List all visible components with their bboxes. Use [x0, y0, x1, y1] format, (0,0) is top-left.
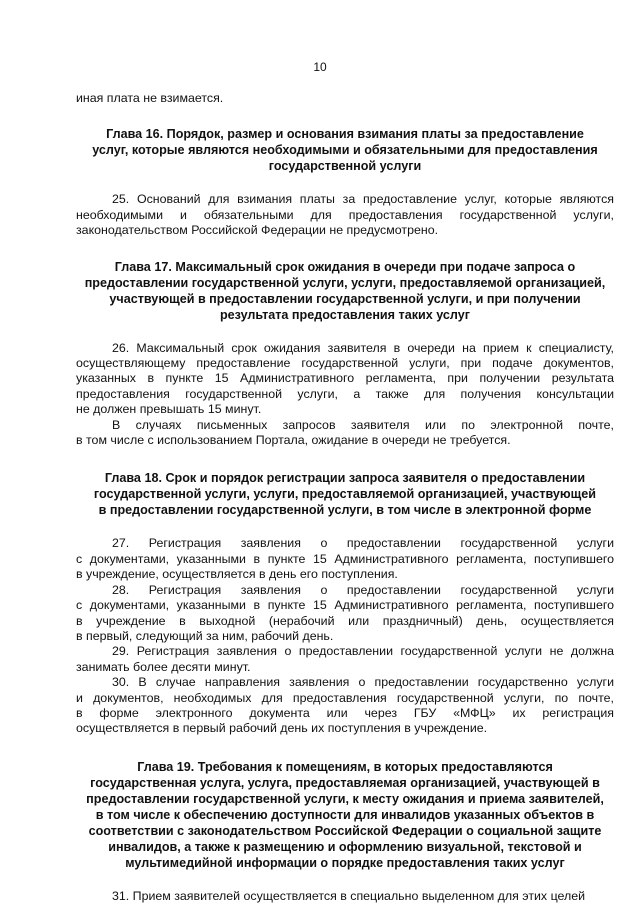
heading-line: государственной услуги — [268, 159, 422, 174]
paragraph-line: осуществляющему предоставление государственной услуги, при подаче документов, — [76, 356, 614, 371]
heading-line: в предоставлении государственной услуги, в том числе в электронной форме — [98, 503, 592, 518]
heading-line: государственной услуги, услуги, предоставляемой организацией, участвующей — [93, 487, 597, 502]
paragraph-line: 29. Регистрация заявления о предоставлении государственной услуги не должна — [112, 644, 614, 659]
paragraph — [76, 536, 614, 582]
heading-line: мультимедийной информации о порядке предоставления таких услуг — [125, 855, 565, 870]
paragraph-line: 31. Прием заявителей осуществляется в специально выделенном для этих целей — [112, 888, 586, 903]
chapter-heading — [76, 759, 614, 871]
paragraph-line: 25. Оснований для взимания платы за предоставление услуг, которые являются — [112, 192, 614, 207]
paragraph-line: 30. В случае направления заявления о предоставлении государственно услуги — [112, 675, 614, 690]
document-body — [76, 91, 614, 904]
paragraph-line: в том числе с использованием Портала, ожидание в очереди не требуется. — [76, 433, 511, 448]
heading-line: предоставлении государственной услуги, услуги, предоставляемой организацией, — [84, 275, 606, 290]
heading-line: Глава 19. Требования к помещениям, в которых предоставляются — [137, 759, 553, 774]
page-number: 10 — [313, 60, 327, 74]
paragraph-line: не должен превышать 15 минут. — [76, 402, 262, 417]
chapter-heading — [76, 126, 614, 174]
chapter-heading — [76, 470, 614, 518]
paragraph-line: необходимыми и обязательными для предоставления государственной услуги, — [76, 207, 614, 222]
paragraph-line: предоставления государственной услуги, а также для получения консультации — [76, 386, 614, 401]
paragraph-line: указанных в пункте 15 Административного регламента, при получении результата — [76, 371, 614, 386]
heading-line: Глава 18. Срок и порядок регистрации запроса заявителя о предоставлении — [104, 471, 586, 486]
heading-line: в том числе к обеспечению доступности для инвалидов указанных объектов в — [95, 807, 595, 822]
paragraph — [76, 889, 614, 904]
paragraph-line: с документами, указанными в пункте 15 Административного регламента, поступившего — [76, 598, 614, 613]
paragraph — [76, 583, 614, 645]
heading-line: соответствии с законодательством Российской Федерации о социальной защите — [88, 823, 602, 838]
paragraph-line: в учреждение в выходной (нерабочий или праздничный) день, осуществляется — [76, 613, 614, 628]
paragraph — [76, 644, 614, 675]
paragraph-line: 28. Регистрация заявления о предоставлении государственной услуги — [112, 582, 614, 597]
paragraph-line: занимать более десяти минут. — [76, 659, 251, 674]
heading-line: Глава 16. Порядок, размер и основания взимания платы за предоставление — [106, 127, 584, 142]
paragraph-line: с документами, указанными в пункте 15 Административного регламента, поступившего — [76, 551, 614, 566]
paragraph-line: в первый, следующий за ним, рабочий день. — [76, 628, 334, 643]
heading-line: предоставлении государственной услуги, к месту ожидания и приема заявителей, — [86, 791, 604, 806]
chapter-heading — [76, 259, 614, 323]
paragraph-line: в учреждение, осуществляется в день его поступления. — [76, 567, 398, 582]
paragraph — [76, 341, 614, 418]
heading-line: инвалидов, а также к размещению и оформлению визуальной, текстовой и — [108, 839, 582, 854]
heading-line: результата предоставления таких услуг — [219, 307, 471, 322]
heading-line: Глава 17. Максимальный срок ожидания в очереди при подаче запроса о — [114, 259, 576, 274]
paragraph — [76, 91, 614, 106]
paragraph-line: 27. Регистрация заявления о предоставлении государственной услуги — [112, 536, 614, 551]
heading-line: участвующей в предоставлении государственной услуги, и при получении — [109, 291, 581, 306]
paragraph-line: В случаях письменных запросов заявителя или по электронной почте, — [112, 417, 614, 432]
paragraph — [76, 675, 614, 737]
heading-line: государственная услуга, услуга, предоставляемая организацией, участвующей в — [90, 775, 600, 790]
paragraph-line: иная плата не взимается. — [76, 91, 224, 105]
paragraph-line: 26. Максимальный срок ожидания заявителя в очереди на прием к специалисту, — [112, 340, 614, 355]
paragraph — [76, 192, 614, 238]
paragraph-line: законодательством Российской Федерации не предусмотрено. — [76, 223, 439, 238]
paragraph-line: осуществляется в первый рабочий день их поступления в учреждение. — [76, 721, 488, 736]
paragraph-line: в форме электронного документа или через ГБУ «МФЦ» их регистрация — [76, 705, 614, 720]
paragraph-line: и документов, необходимых для предоставления государственной услуги, по почте, — [76, 690, 614, 705]
heading-line: услуг, которые являются необходимыми и обязательными для предоставления — [92, 143, 598, 158]
paragraph — [76, 418, 614, 449]
